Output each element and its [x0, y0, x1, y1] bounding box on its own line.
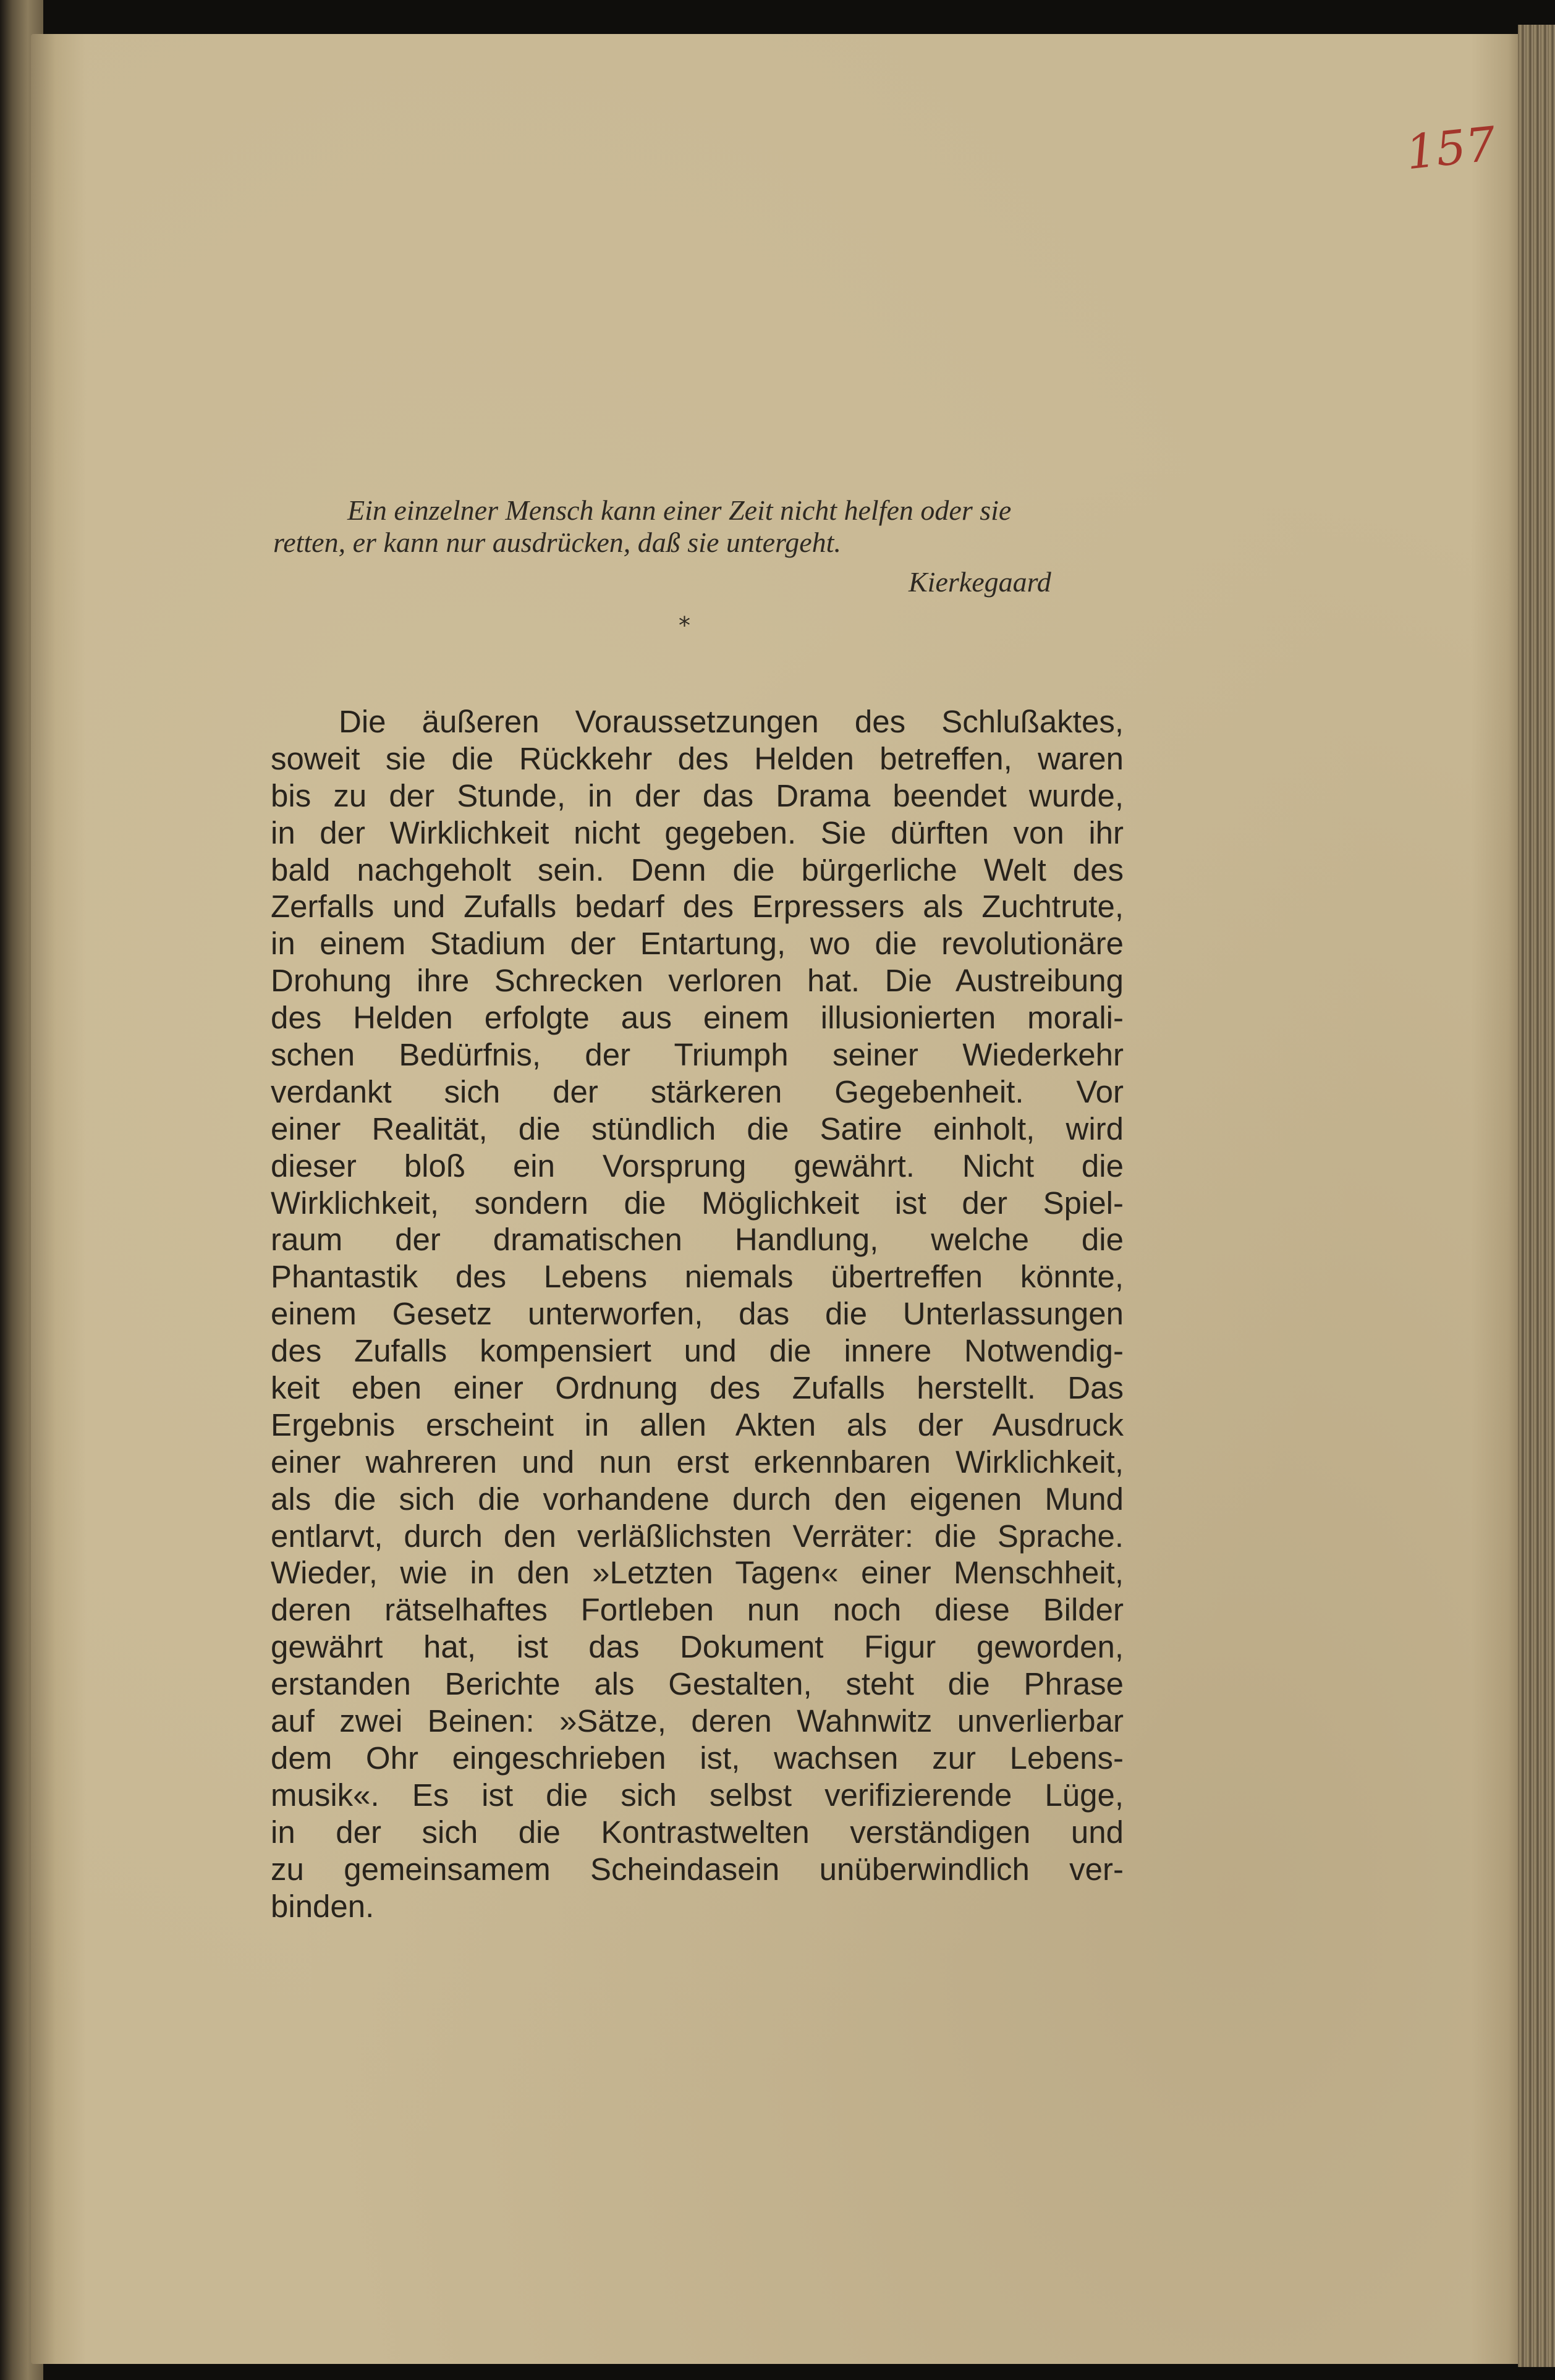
body-line: deren rätselhaftes Fortleben nun noch diese Bilder: [271, 1592, 1124, 1628]
body-line: raum der dramatischen Handlung, welche die: [271, 1222, 1124, 1258]
body-line: dem Ohr eingeschrieben ist, wachsen zur Lebens-: [271, 1740, 1124, 1776]
body-line: als die sich die vorhandene durch den eigenen Mund: [271, 1481, 1124, 1517]
body-line: Drohung ihre Schrecken verloren hat. Die Austreibung: [271, 963, 1124, 999]
body-line: soweit sie die Rückkehr des Helden betreffen, waren: [271, 740, 1124, 776]
body-line: Wirklichkeit, sondern die Möglichkeit ist der Spiel-: [271, 1185, 1124, 1221]
body-line: in der sich die Kontrastwelten verständigen und: [271, 1814, 1124, 1850]
body-line: musik«. Es ist die sich selbst verifizierende Lüge,: [271, 1777, 1124, 1813]
body-line: entlarvt, durch den verläßlichsten Verräter: die Sprache.: [271, 1518, 1124, 1554]
body-line: schen Bedürfnis, der Triumph seiner Wiederkehr: [271, 1037, 1124, 1073]
epigraph: [273, 494, 1138, 559]
body-line: in der Wirklichkeit nicht gegeben. Sie dürften von ihr: [271, 815, 1124, 850]
page-stack-edge: [1518, 25, 1555, 2367]
body-line: keit eben einer Ordnung des Zufalls herstellt. Das: [271, 1370, 1124, 1406]
body-line: des Helden erfolgte aus einem illusionierten morali-: [271, 1000, 1124, 1036]
epigraph-line: retten, er kann nur ausdrücken, daß sie untergeht.: [273, 527, 841, 558]
body-line: auf zwei Beinen: »Sätze, deren Wahnwitz unverlierbar: [271, 1703, 1124, 1739]
body-line: Phantastik des Lebens niemals übertreffen könnte,: [271, 1259, 1124, 1295]
body-line: einem Gesetz unterworfen, das die Unterlassungen: [271, 1296, 1124, 1332]
body-line: Die äußeren Voraussetzungen des Schlußaktes,: [339, 704, 1124, 739]
body-line: in einem Stadium der Entartung, wo die revolutionäre: [271, 926, 1124, 962]
handwritten-page-number: 157: [1403, 116, 1499, 180]
body-line: des Zufalls kompensiert und die innere Notwendig-: [271, 1333, 1124, 1369]
body-line: einer wahreren und nun erst erkennbaren Wirklichkeit,: [271, 1444, 1124, 1480]
body-line: bald nachgeholt sein. Denn die bürgerliche Welt des: [271, 852, 1124, 887]
body-line: binden.: [271, 1888, 375, 1924]
body-line: bis zu der Stunde, in der das Drama beendet wurde,: [271, 777, 1124, 813]
epigraph-line: Ein einzelner Mensch kann einer Zeit nicht helfen oder sie: [347, 494, 1012, 526]
body-line: einer Realität, die stündlich die Satire einholt, wird: [271, 1111, 1124, 1146]
body-line: erstanden Berichte als Gestalten, steht die Phrase: [271, 1666, 1124, 1702]
body-line: Zerfalls und Zufalls bedarf des Erpressers als Zuchtrute,: [271, 889, 1124, 925]
body-paragraph: [271, 703, 1124, 1925]
body-line: Ergebnis erscheint in allen Akten als der Ausdruck: [271, 1407, 1124, 1442]
body-line: dieser bloß ein Vorsprung gewährt. Nicht die: [271, 1148, 1124, 1184]
section-separator: *: [679, 612, 690, 639]
body-line: gewährt hat, ist das Dokument Figur geworden,: [271, 1629, 1124, 1665]
body-line: verdankt sich der stärkeren Gegebenheit. Vor: [271, 1074, 1124, 1109]
epigraph-attribution: Kierkegaard: [909, 566, 1051, 598]
body-line: zu gemeinsamem Scheindasein unüberwindlich ver-: [271, 1851, 1124, 1887]
body-line: Wieder, wie in den »Letzten Tagen« einer Menschheit,: [271, 1555, 1124, 1591]
